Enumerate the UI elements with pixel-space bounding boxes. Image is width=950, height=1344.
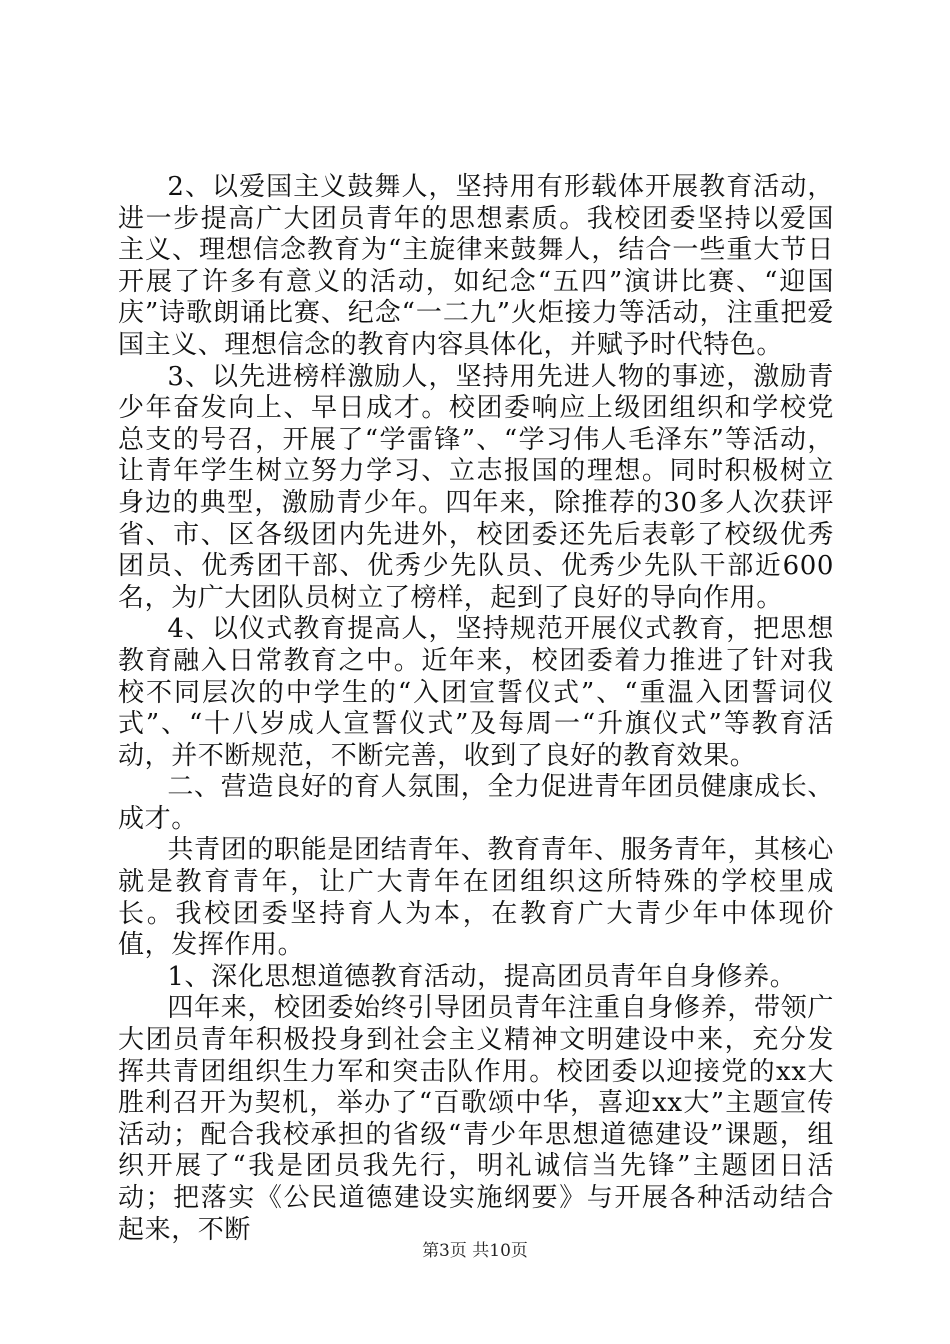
page-footer: 第3页 共10页: [422, 1241, 528, 1261]
document-body: [118, 172, 834, 1246]
subheading-moral-education: 1、深化思想道德教育活动，提高团员青年自身修养。: [167, 961, 797, 992]
paragraph-ceremony-education: 4、以仪式教育提高人，坚持规范开展仪式教育，把思想教育融入日常教育之中。近年来，校团委着力推进了针对我校不同层次的中学生的“入团宣誓仪式”、“重温入团誓词仪式”、“十八岁成人宣誓仪式”及每周一“升旗仪式”等教育活动，并不断规范，不断完善，收到了良好的教育效果。: [118, 614, 834, 771]
paragraph-league-function: 共青团的职能是团结青年、教育青年、服务青年，其核心就是教育青年，让广大青年在团组织这所特殊的学校里成长。我校团委坚持育人为本，在教育广大青少年中体现价值，发挥作用。: [118, 835, 834, 961]
paragraph-role-models: 3、以先进榜样激励人，坚持用先进人物的事迹，激励青少年奋发向上、早日成才。校团委响应上级团组织和学校党总支的号召，开展了“学雷锋”、“学习伟人毛泽东”等活动，让青年学生树立努力学习、立志报国的理想。同时积极树立身边的典型，激励青少年。四年来，除推荐的30多人次获评省、市、区各级团内先进外，校团委还先后表彰了校级优秀团员、优秀团干部、优秀少先队员、优秀少先队干部近600名，为广大团队员树立了榜样，起到了良好的导向作用。: [118, 361, 834, 613]
paragraph-four-years: 四年来，校团委始终引导团员青年注重自身修养，带领广大团员青年积极投身到社会主义精神文明建设中来，充分发挥共青团组织生力军和突击队作用。校团委以迎接党的xx大胜利召开为契机，举办了“百歌颂中华，喜迎xx大”主题宣传活动；配合我校承担的省级“青少年思想道德建设”课题，组织开展了“我是团员我先行，明礼诚信当先锋”主题团日活动；把落实《公民道德建设实施纲要》与开展各种活动结合起来，不断: [118, 993, 834, 1245]
paragraph-patriotism: 2、以爱国主义鼓舞人，坚持用有形载体开展教育活动，进一步提高广大团员青年的思想素质。我校团委坚持以爱国主义、理想信念教育为“主旋律来鼓舞人，结合一些重大节日开展了许多有意义的活动，如纪念“五四”演讲比赛、“迎国庆”诗歌朗诵比赛、纪念“一二九”火炬接力等活动，注重把爱国主义、理想信念的教育内容具体化，并赋予时代特色。: [118, 172, 834, 360]
section-heading-two: 二、营造良好的育人氛围，全力促进青年团员健康成长、成才。: [118, 772, 834, 834]
